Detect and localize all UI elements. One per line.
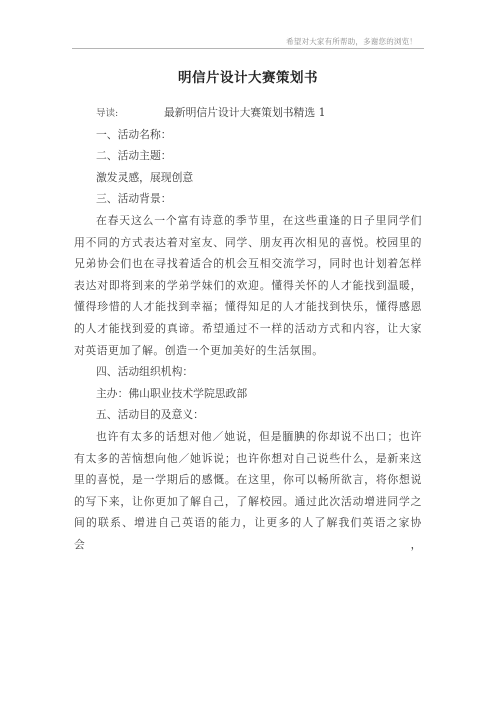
background-paragraph: 在春天这么一个富有诗意的季节里，在这些重逢的日子里同学们用不同的方式表达着对室友、同学、朋友再次相见的喜悦。校园里的兄弟协会们也在寻找着适合的机会互相交流学习，同时也计划着怎样表达对即将到来的学弟学妹们的欢迎。懂得关怀的人才能找到温暖，懂得珍惜的人才能找到幸福；懂得知足的人才能找到快乐，懂得感恩的人才能找到爱的真谛。希望通过不一样的活动方式和内容，让大家对英语更加了解。创造一个更加美好的生活氛围。	[74, 213, 422, 357]
purpose-paragraph: 也许有太多的话想对他／她说，但是腼腆的你却说不出口；也许有太多的苦恼想向他／她诉说；也许你想对自己说些什么，是新来这里的喜悦，是一学期后的感慨。在这里，你可以畅所欲言，将你想说的写下来，让你更加了解自己，了解校园。通过此次活动增进同学之间的联系、增进自己英语的能力，让更多的人了解我们英语之家协会，	[74, 429, 422, 551]
intro-line	[74, 102, 422, 124]
document-title: 明信片设计大赛策划书	[178, 70, 318, 86]
section-heading-name: 一、活动名称：	[96, 127, 172, 141]
section-heading-purpose: 五、活动目的及意义：	[96, 408, 204, 422]
header-note: 希望对大家有所帮助，多谢您的浏览！	[286, 37, 417, 46]
section-heading-organization: 四、活动组织机构：	[96, 365, 194, 379]
section-heading-theme: 二、活动主题：	[96, 149, 172, 163]
document-body	[74, 102, 422, 555]
header-divider	[72, 48, 424, 49]
theme-text: 激发灵感，展现创意	[96, 170, 194, 184]
section-heading-background: 三、活动背景：	[96, 192, 172, 206]
intro-label: 导读:	[96, 108, 119, 119]
organizer-text: 主办：佛山职业技术学院思政部	[96, 386, 248, 400]
intro-text: 最新明信片设计大赛策划书精选 1	[164, 106, 326, 119]
